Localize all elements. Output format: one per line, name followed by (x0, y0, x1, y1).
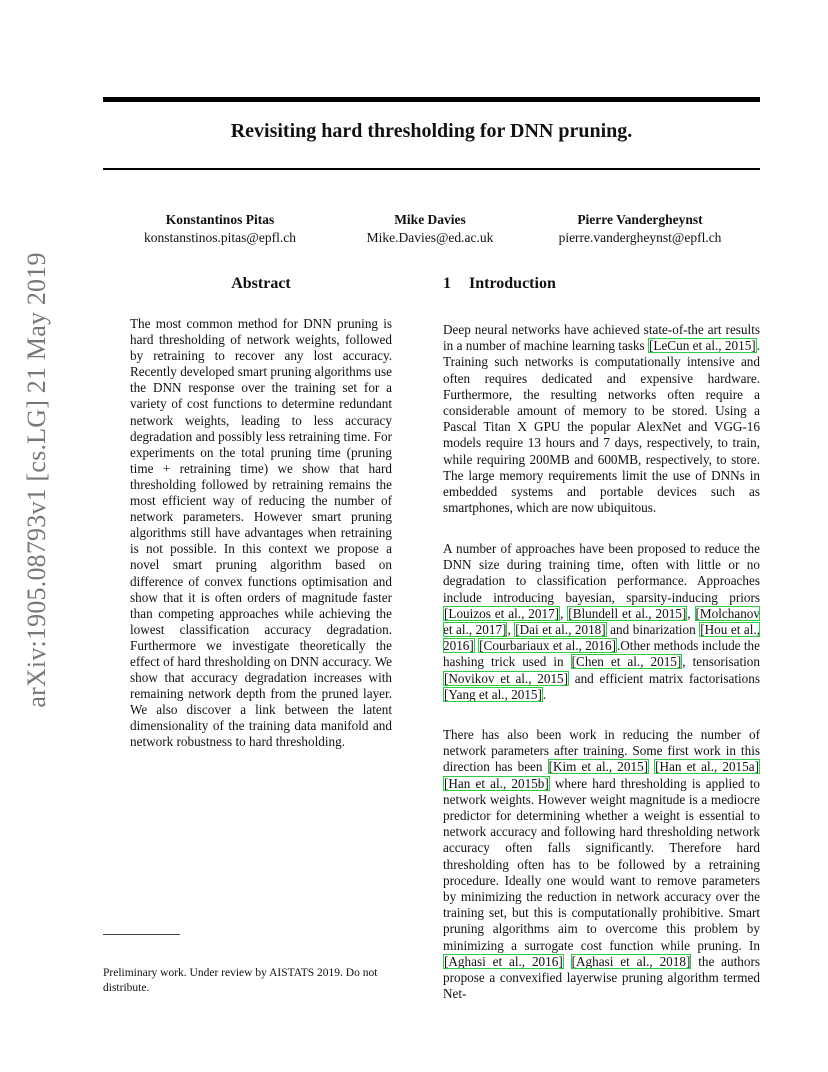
footnote-rule (103, 934, 180, 935)
citation-link[interactable]: [Hou et al., 2016] (443, 622, 761, 654)
citation-link[interactable]: [Kim et al., 2015] (548, 759, 649, 775)
author-name: Mike Davies (394, 212, 466, 227)
author-block (120, 211, 320, 247)
citation-link[interactable]: [Courbariaux et al., 2016] (479, 638, 616, 654)
citation-link[interactable]: [Molchanov et al., 2017] (443, 605, 760, 638)
author-name: Konstantinos Pitas (165, 212, 275, 227)
citation-link[interactable]: [Blundell et al., 2015] (568, 605, 687, 621)
citation-link[interactable]: [Chen et al., 2015] (571, 654, 682, 670)
section-heading (443, 275, 556, 293)
citation-link[interactable]: [Aghasi et al., 2018] (571, 953, 691, 969)
title-top-rule (103, 97, 760, 102)
author-email: konstanstinos.pitas@epfl.ch (144, 230, 296, 245)
abstract-heading: Abstract (231, 275, 291, 292)
citation-link[interactable]: [Novikov et al., 2015] (444, 670, 569, 686)
paragraph-text: A number of approaches have been proposed to reduce the DNN size during training time, often with little or no degradation to classification performance. Approaches include introducing bayesian, sparsity-inducing priors (443, 541, 760, 605)
paragraph-text: . Training such networks is computationally intensive and often requires dedicated and expensive hardware. Furthermore, the resulting networks often require a considerable amount of memory to be stored. Using a Pascal Titan X GPU the popular AlexNet and VGG-16 models require 13 hours and 7 days, respectively, to train, while requiring 200MB and 600MB, respectively, to store. The large memory requirements limit the use of DNNs in embedded systems and portable devices such as smartphones, which are now ubiquitous. (443, 338, 760, 516)
paragraph-text: and efficient matrix factorisations (569, 670, 760, 686)
section-number: 1 (443, 275, 451, 292)
title-bottom-rule (103, 168, 760, 170)
paragraph-text: . (542, 686, 547, 702)
citation-link[interactable]: [Dai et al., 2018] (515, 622, 606, 638)
citation-link[interactable]: [Aghasi et al., 2016] (444, 953, 563, 969)
author-block (330, 211, 530, 247)
intro-paragraph-1 (443, 322, 760, 516)
citation-link[interactable]: [Han et al., 2015a] (655, 759, 759, 775)
intro-paragraph-2 (443, 541, 760, 703)
arxiv-identifier: arXiv:1905.08793v1 [cs.LG] 21 May 2019 (22, 252, 51, 708)
paragraph-text (564, 954, 571, 969)
author-email: pierre.vandergheynst@epfl.ch (558, 230, 722, 245)
arxiv-sidebar (22, 252, 52, 708)
footnote: Preliminary work. Under review by AISTATS 2019. Do not distribute. (103, 967, 378, 994)
abstract-body: The most common method for DNN pruning is hard thresholding of network weights, followed by retraining to recover any lost accuracy. Recently developed smart pruning algorithms use the DNN response over the training set for a variety of cost functions to determine redundant network weights, leading to less accuracy degradation and possibly less retraining time. For experiments on the total pruning time (pruning time + retraining time) we show that hard thresholding followed by retraining remains the most efficient way of reducing the number of network parameters. However smart pruning algorithms still have advantages when retraining is not possible. In this context we propose a novel smart pruning algorithm based on difference of convex functions optimisation and show that it is often orders of magnitude faster than competing approaches while achieving the lowest classification accuracy degradation. Furthermore we investigate theoretically the effect of hard thresholding on DNN accuracy. We show that accuracy degradation increases with remaining network depth from the pruned layer. We also discover a link between the latent dimensionality of the training data manifold and network robustness to hard thresholding. (130, 316, 392, 750)
paragraph-text: Deep neural networks have achieved state-of-the art results in a number of machine learning tasks (443, 322, 760, 354)
paragraph-text: where hard thresholding is applied to network weights. However weight magnitude is a mediocre predictor for determining whether a weight is essential to network accuracy and following hard thresholding network accuracy often falls significantly. Therefore hard thresholding often has to be followed by a retraining procedure. Ideally one would want to remove parameters by minimizing the reduction in network accuracy over the training set, but this is computationally prohibitive. Smart pruning algorithms aim to overcome this problem by minimizing a surrogate cost function while pruning. In (443, 775, 760, 953)
paragraph-text: and binarization (606, 622, 700, 638)
citation-link[interactable]: [Yang et al., 2015] (444, 686, 542, 702)
paragraph-text: .Other methods include the hashing trick used in (443, 638, 761, 670)
intro-paragraph-3 (443, 727, 760, 1002)
paragraph-text: There has also been work in reducing the number of network parameters after training. Some first work in this direction has been (443, 727, 760, 775)
paragraph-text: the authors propose a convexified layerwise pruning algorithm termed Net- (443, 953, 760, 1002)
author-email: Mike.Davies@ed.ac.uk (366, 230, 494, 245)
citation-link[interactable]: [Han et al., 2015b] (444, 775, 549, 791)
citation-link[interactable]: [LeCun et al., 2015] (649, 338, 756, 354)
author-block (540, 211, 740, 247)
paragraph-text: , (560, 605, 568, 621)
paragraph-text: , (687, 605, 695, 621)
section-title: Introduction (469, 275, 556, 292)
paragraph-text: , tensorisation (682, 654, 760, 670)
author-name: Pierre Vandergheynst (577, 212, 703, 227)
paragraph-text: , (507, 622, 515, 638)
citation-link[interactable]: [Louizos et al., 2017] (444, 605, 560, 621)
paper-title: Revisiting hard thresholding for DNN pruning. (230, 120, 633, 142)
